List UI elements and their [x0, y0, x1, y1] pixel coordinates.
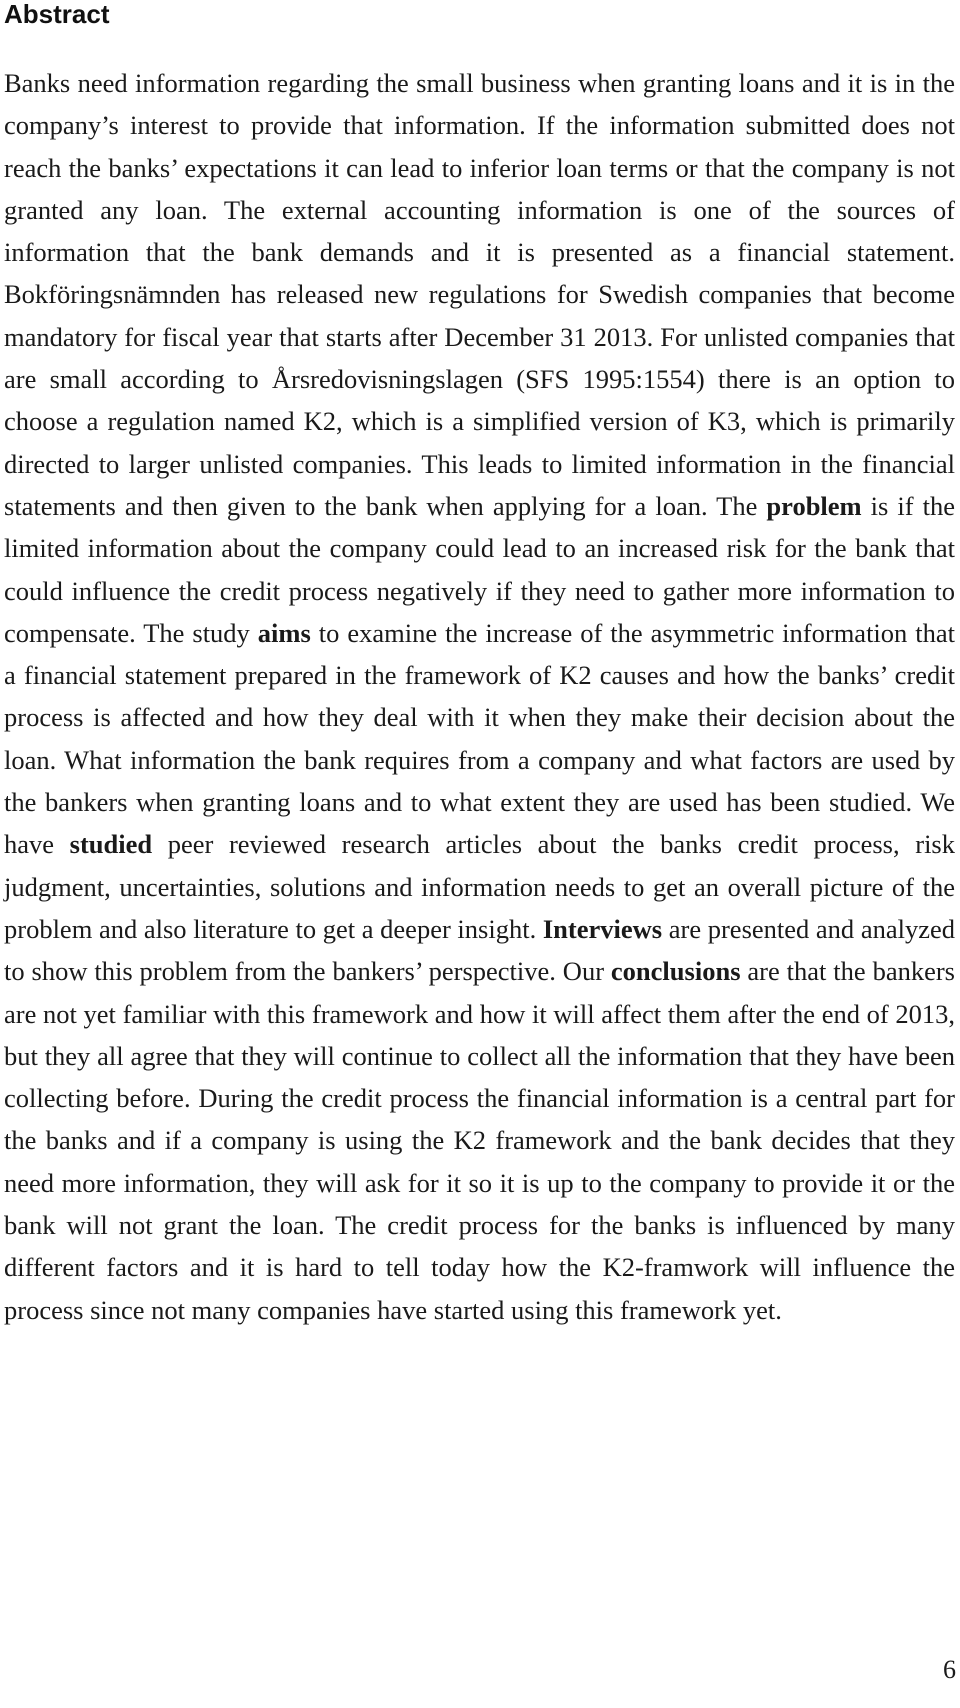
abstract-heading: Abstract	[4, 0, 110, 29]
bold-keyword-problem: problem	[766, 490, 862, 521]
page-number: 6	[943, 1655, 956, 1684]
bold-keyword-aims: aims	[257, 617, 311, 648]
text-segment: is if the limited information about the company could lead to an increased risk for the bank that could influence the credit process negatively if they need to gather more information to compensate. The study	[4, 490, 955, 648]
bold-keyword-interviews: Interviews	[542, 913, 663, 944]
text-segment: to examine the increase of the asymmetric information that a financial statement prepared in the framework of K2 causes and how the banks’ credit process is affected and how they deal with it when they make their decision about the loan. What information the bank requires from a company and what factors are used by the bankers when granting loans and to what extent they are used has been studied. We have	[4, 617, 956, 860]
text-segment: Banks need information regarding the small business when granting loans and it is in the company’s interest to provide that information. If the information submitted does not reach the banks’ expectations it can lead to inferior loan terms or that the company is not granted any loan. The external accounting information is one of the sources of information that the bank demands and it is presented as a financial statement. Bokföringsnämnden has released new regulations for Swedish companies that become mandatory for fiscal year that starts after December 31 2013. For unlisted companies that are small according to Årsredovisningslagen (SFS 1995:1554) there is an option to choose a regulation named K2, which is a simplified version of K3, which is primarily directed to larger unlisted companies. This leads to limited information in the financial statements and then given to the bank when applying for a loan. The	[4, 68, 955, 521]
abstract-paragraph	[4, 62, 955, 1331]
text-segment: are presented and analyzed to show this problem from the bankers’ perspective. Our	[4, 913, 955, 987]
text-segment: peer reviewed research articles about the banks credit process, risk judgment, uncertainties, solutions and information needs to get an overall picture of the problem and also literature to get a deeper insight.	[4, 829, 955, 944]
bold-keyword-conclusions: conclusions	[610, 956, 741, 987]
bold-keyword-studied: studied	[69, 829, 153, 860]
text-segment: are that the bankers are not yet familiar with this framework and how it will affect them after the end of 2013, but they all agree that they will continue to collect all the information that they have been collecting before. During the credit process the financial information is a central part for the banks and if a company is using the K2 framework and the bank decides that they need more information, they will ask for it so it is up to the company to provide it or the bank will not grant the loan. The credit process for the banks is influenced by many different factors and it is hard to tell today how the K2-framwork will influence the process since not many companies have started using this framework yet.	[4, 956, 955, 1325]
